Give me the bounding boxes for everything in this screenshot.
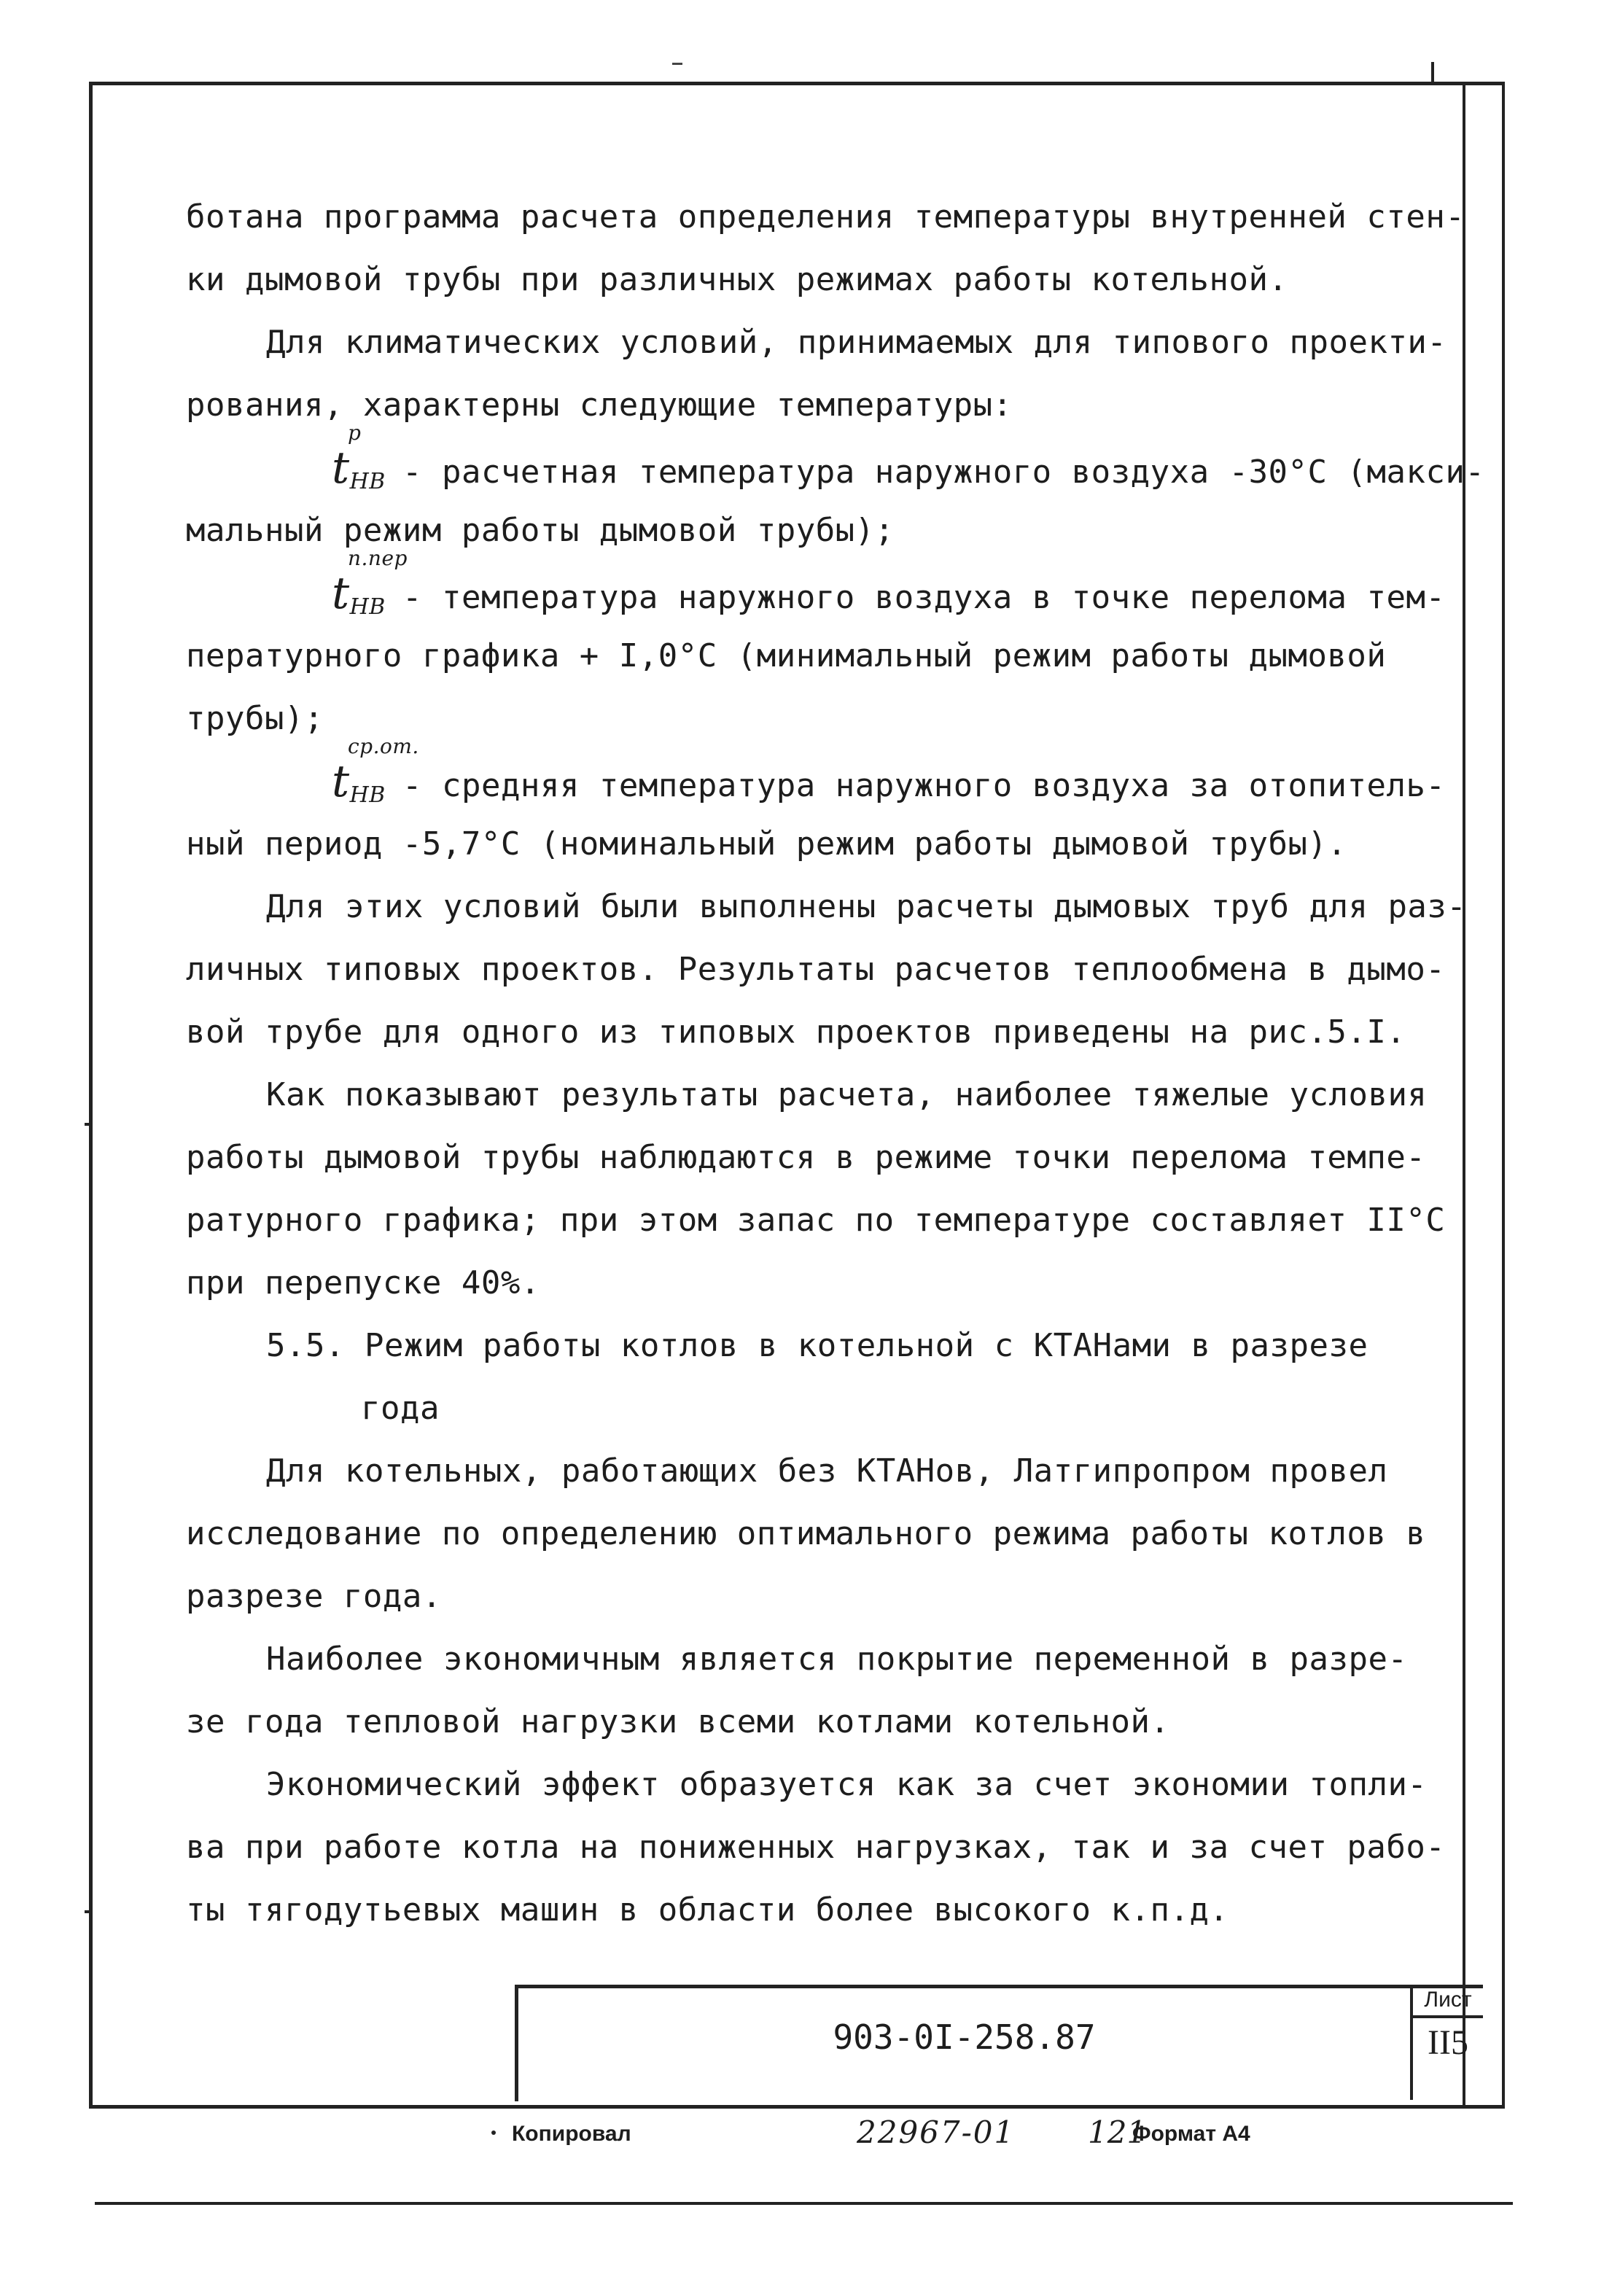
footer <box>0 2114 1612 2151</box>
text-line: вой трубе для одного из типовых проектов приведены на рис.5.I. <box>186 1013 1406 1051</box>
text-line: ратурного графика; при этом запас по температуре составляет II°С <box>186 1202 1446 1239</box>
text-line: ботана программа расчета определения температуры внутренней стен- <box>186 198 1465 236</box>
title-block <box>515 1985 1483 2101</box>
text-line: исследование по определению оптимального режима работы котлов в <box>186 1515 1426 1552</box>
text-line: ки дымовой трубы при различных режимах работы котельной. <box>186 261 1288 298</box>
margin-mark <box>85 1910 92 1913</box>
text-line: при перепуске 40%. <box>186 1264 540 1301</box>
bullet-dot <box>491 2130 496 2135</box>
definition-line: tНВ п.пер - температура наружного воздуха в точке перелома тем- <box>186 562 1455 625</box>
text-line: Для климатических условий, принимаемых для типового проекти- <box>266 324 1447 361</box>
text-line: личных типовых проектов. Результаты расчетов теплообмена в дымо- <box>186 951 1446 988</box>
definition-line: tНВ ср.от. - средняя температура наружного воздуха за отопитель- <box>186 750 1455 813</box>
sheet-number: II5 <box>1428 2023 1468 2062</box>
section-heading-cont: года <box>361 1390 440 1427</box>
text-line: пературного графика + I,0°С (минимальный режим работы дымовой <box>186 637 1387 674</box>
scan-mark <box>672 63 682 65</box>
definition-line: tНВ р - расчетная температура наружного воздуха -30°С (макси- <box>186 437 1455 499</box>
text-line: работы дымовой трубы наблюдаются в режиме точки перелома темпе- <box>186 1139 1426 1176</box>
frame-inner-line <box>1463 82 1465 2109</box>
margin-mark <box>85 1123 92 1126</box>
document-body <box>186 186 1485 1942</box>
text-line: рования, характерны следующие температуры: <box>186 386 1013 424</box>
text-line: разрезе года. <box>186 1578 442 1615</box>
sheet-box <box>1410 1985 1483 2100</box>
text-line: Как показывают результаты расчета, наиболее тяжелые условия <box>266 1076 1428 1113</box>
sheet-label: Лист <box>1413 1985 1483 2018</box>
temperature-symbol: tНВ п.пер <box>332 546 408 620</box>
text-line: Для этих условий были выполнены расчеты дымовых труб для раз- <box>266 888 1467 925</box>
format-label: Формат А4 <box>1132 2122 1250 2146</box>
temperature-symbol: tНВ р <box>332 421 386 494</box>
temperature-symbol: tНВ ср.от. <box>332 734 419 808</box>
section-heading: 5.5. Режим работы котлов в котельной с КТАНами в разрезе <box>266 1327 1368 1364</box>
copied-label: Копировал <box>512 2122 631 2146</box>
text-line: Наиболее экономичным является покрытие переменной в разре- <box>266 1641 1408 1678</box>
handwritten-number: 121 <box>1088 2114 1147 2150</box>
text-line: мальный режим работы дымовой трубы); <box>186 512 895 549</box>
text-line: Для котельных, работающих без КТАНов, Латгипропром провел <box>266 1452 1388 1490</box>
bottom-rule <box>95 2202 1513 2205</box>
text-line: ный период -5,7°С (номинальный режим работы дымовой трубы). <box>186 825 1347 863</box>
document-code: 903-0I-258.87 <box>833 2017 1096 2057</box>
text-line: Экономический эффект образуется как за счет экономии топли- <box>266 1766 1428 1803</box>
text-line: ва при работе котла на пониженных нагрузках, так и за счет рабо- <box>186 1829 1446 1866</box>
handwritten-code: 22967-01 <box>857 2114 1016 2150</box>
text-line: трубы); <box>186 700 324 737</box>
text-line: зе года тепловой нагрузки всеми котлами котельной. <box>186 1703 1170 1740</box>
text-line: ты тягодутьевых машин в области более высокого к.п.д. <box>186 1891 1229 1929</box>
frame-tick <box>1431 62 1434 84</box>
